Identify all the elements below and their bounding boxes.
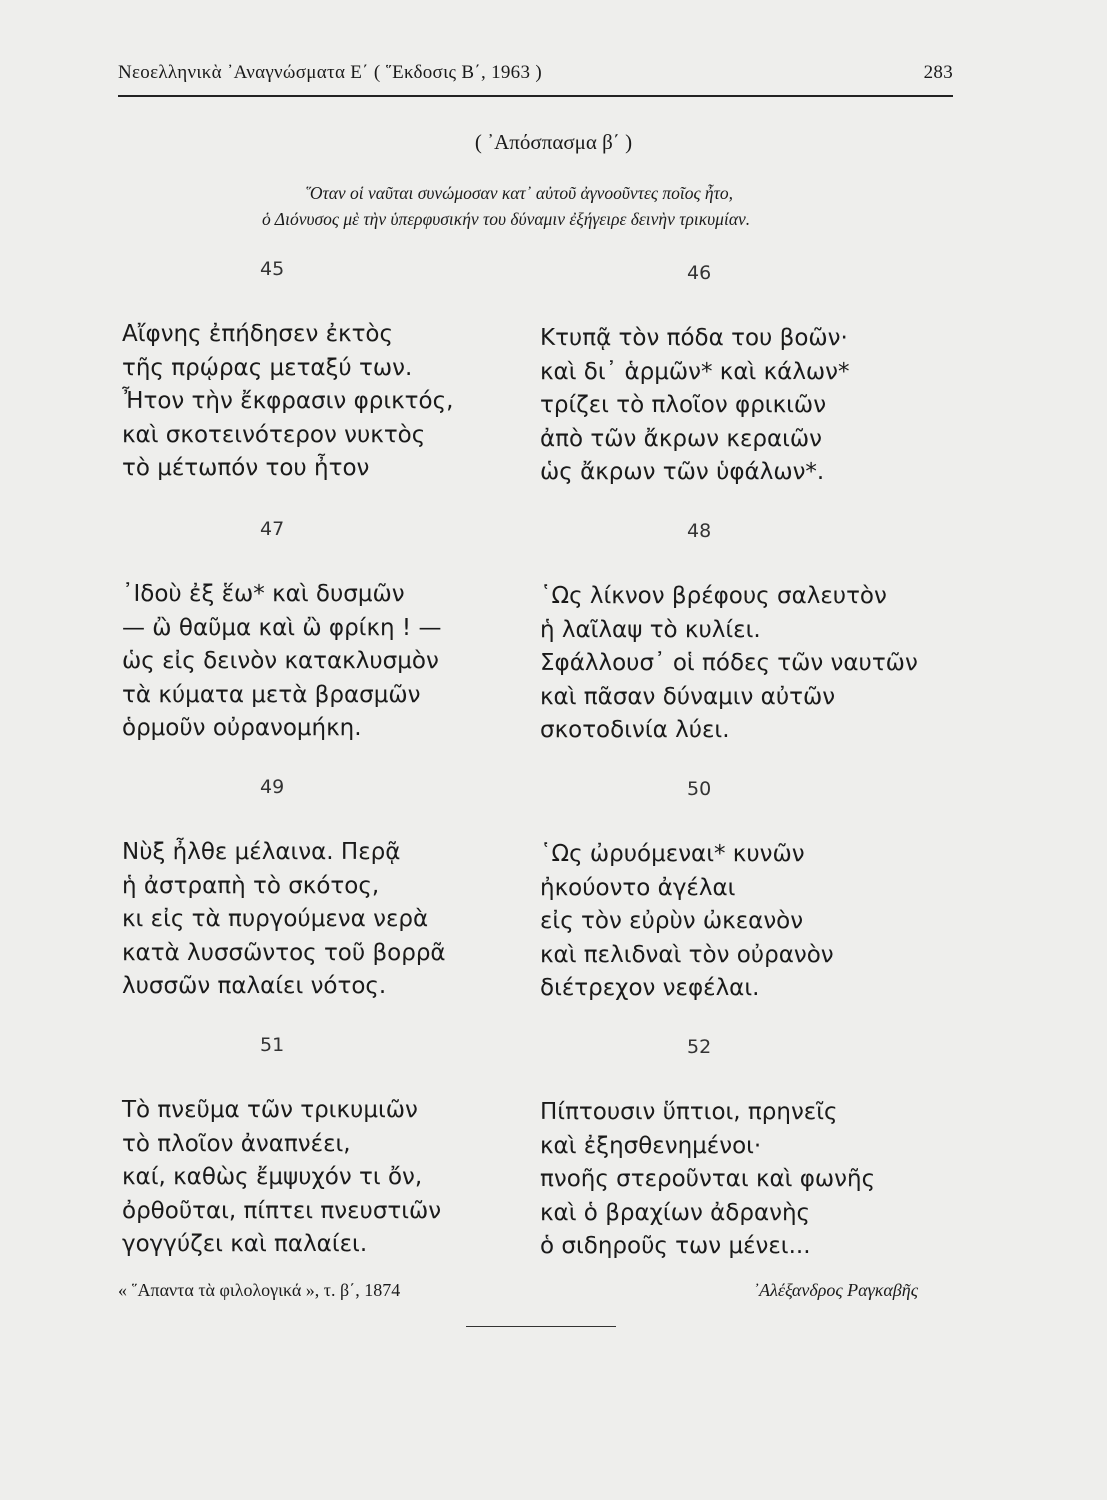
source-citation: « ῞Απαντα τὰ φιλολογικά », τ. β΄, 1874 — [118, 1280, 401, 1300]
author-name: ᾿Αλέξανδρος Ραγκαβῆς — [753, 1280, 918, 1300]
verse-line: — ὢ θαῦμα καὶ ὢ φρίκη ! — — [122, 614, 442, 641]
stanza-47 — [122, 518, 441, 746]
verse-line: τῆς πρῴρας μεταξύ των. — [122, 354, 413, 381]
page-number: 283 — [923, 62, 953, 83]
verse-line: διέτρεχον νεφέλαι. — [540, 975, 760, 1001]
stanza-number: 46 — [687, 262, 712, 284]
verse-line: ὀρθοῦται, πίπτει πνευστιῶν — [122, 1197, 442, 1224]
verse-line: ῾Ως ὠρυόμεναι* κυνῶν — [540, 841, 805, 867]
verse-line: ὁ σιδηροῦς των μένει... — [540, 1233, 811, 1259]
stanza-52 — [540, 1036, 875, 1264]
intro-line: ὁ Διόνυσος μὲ τὴν ὑπερφυσικήν του δύναμιν ἐξήγειρε δεινὴν τρικυμίαν. — [262, 209, 751, 229]
stanza-number: 49 — [260, 776, 285, 798]
verse-line: ἀπὸ τῶν ἄκρων κεραιῶν — [540, 425, 823, 452]
stanza-number: 47 — [260, 518, 285, 540]
verse-line: Σφάλλουσ᾿ οἱ πόδες τῶν ναυτῶν — [540, 650, 918, 676]
verse-line: Πίπτουσιν ὕπτιοι, πρηνεῖς — [540, 1099, 838, 1125]
verse-line: Νὺξ ἦλθε μέλαινα. Περᾷ — [122, 839, 401, 865]
verse-line: ἡ ἀστραπὴ τὸ σκότος, — [122, 872, 380, 899]
verse-line: τὰ κύματα μετὰ βρασμῶν — [122, 681, 421, 708]
verse-line: κατὰ λυσσῶντος τοῦ βορρᾶ — [122, 939, 446, 966]
stanza-51 — [122, 1034, 441, 1262]
stanza-number: 52 — [687, 1036, 712, 1058]
excerpt-subtitle: ( ᾿Απόσπασμα β΄ ) — [474, 130, 633, 154]
verse-line: καὶ πᾶσαν δύναμιν αὐτῶν — [540, 683, 836, 710]
stanza-45 — [122, 258, 453, 486]
stanza-number: 50 — [687, 778, 712, 800]
verse-line: ἡ λαῖλαψ τὸ κυλίει. — [540, 616, 761, 643]
stanza-number: 51 — [260, 1034, 285, 1056]
verse-line: ἠκούοντο ἀγέλαι — [540, 874, 736, 901]
stanza-number: 45 — [260, 258, 285, 280]
verse-line: καί, καθὼς ἔμψυχόν τι ὄν, — [122, 1164, 423, 1190]
verse-line: Ἦτον τὴν ἔκφρασιν φρικτός, — [122, 388, 454, 414]
verse-line: πνοῆς στεροῦνται καὶ φωνῆς — [540, 1166, 876, 1192]
stanza-number: 48 — [687, 520, 712, 542]
header-title: Νεοελληνικὰ ᾿Αναγνώσματα Ε΄ ( ῞Εκδοσις Β΄, 1963 ) — [118, 62, 542, 83]
verse-line: καὶ πελιδναὶ τὸν οὐρανὸν — [540, 941, 834, 968]
intro-line: ῞Οταν οἱ ναῦται συνώμοσαν κατ᾿ αὐτοῦ ἀγνοοῦντες ποῖος ἦτο, — [304, 183, 733, 203]
verse-line: ὡς ἄκρων τῶν ὑφάλων*. — [540, 459, 825, 485]
stanza-46 — [540, 262, 850, 490]
running-header — [118, 62, 953, 84]
intro-paragraph — [262, 180, 952, 232]
verse-line: καὶ ὁ βραχίων ἀδρανὴς — [540, 1199, 811, 1226]
stanza-50 — [540, 778, 834, 1006]
verse-line: ᾿Ιδοὺ ἐξ ἕω* καὶ δυσμῶν — [122, 581, 405, 607]
verse-line: τὸ πλοῖον ἀναπνέει, — [122, 1130, 351, 1157]
verse-line: ὁρμοῦν οὐρανομήκη. — [122, 715, 362, 741]
verse-line: τὸ μέτωπόν του ἦτον — [122, 455, 370, 481]
verse-line: Τὸ πνεῦμα τῶν τρικυμιῶν — [122, 1097, 418, 1123]
verse-line: σκοτοδινία λύει. — [540, 717, 730, 743]
verse-line: ῾Ως λίκνον βρέφους σαλευτὸν — [540, 583, 887, 609]
verse-line: εἰς τὸν εὐρὺν ὠκεανὸν — [540, 908, 804, 934]
verse-line: καὶ δι᾿ ἁρμῶν* καὶ κάλων* — [540, 358, 850, 385]
verse-line: κι εἰς τὰ πυργούμενα νερὰ — [122, 906, 429, 932]
verse-line: ὡς εἰς δεινὸν κατακλυσμὸν — [122, 648, 439, 674]
verse-line: καὶ ἐξησθενημένοι· — [540, 1132, 762, 1159]
footer-rule — [466, 1326, 616, 1327]
header-rule — [118, 95, 953, 97]
verse-line: καὶ σκοτεινότερον νυκτὸς — [122, 421, 426, 448]
source-footer — [118, 1280, 918, 1301]
verse-line: γογγύζει καὶ παλαίει. — [122, 1231, 368, 1257]
stanza-49 — [122, 776, 446, 1004]
verse-line: Αἴφνης ἐπήδησεν ἐκτὸς — [122, 321, 394, 347]
verse-line: τρίζει τὸ πλοῖον φρικιῶν — [540, 392, 827, 418]
verse-line: Κτυπᾷ τὸν πόδα του βοῶν· — [540, 325, 848, 351]
stanza-48 — [540, 520, 918, 748]
verse-line: λυσσῶν παλαίει νότος. — [122, 973, 387, 999]
